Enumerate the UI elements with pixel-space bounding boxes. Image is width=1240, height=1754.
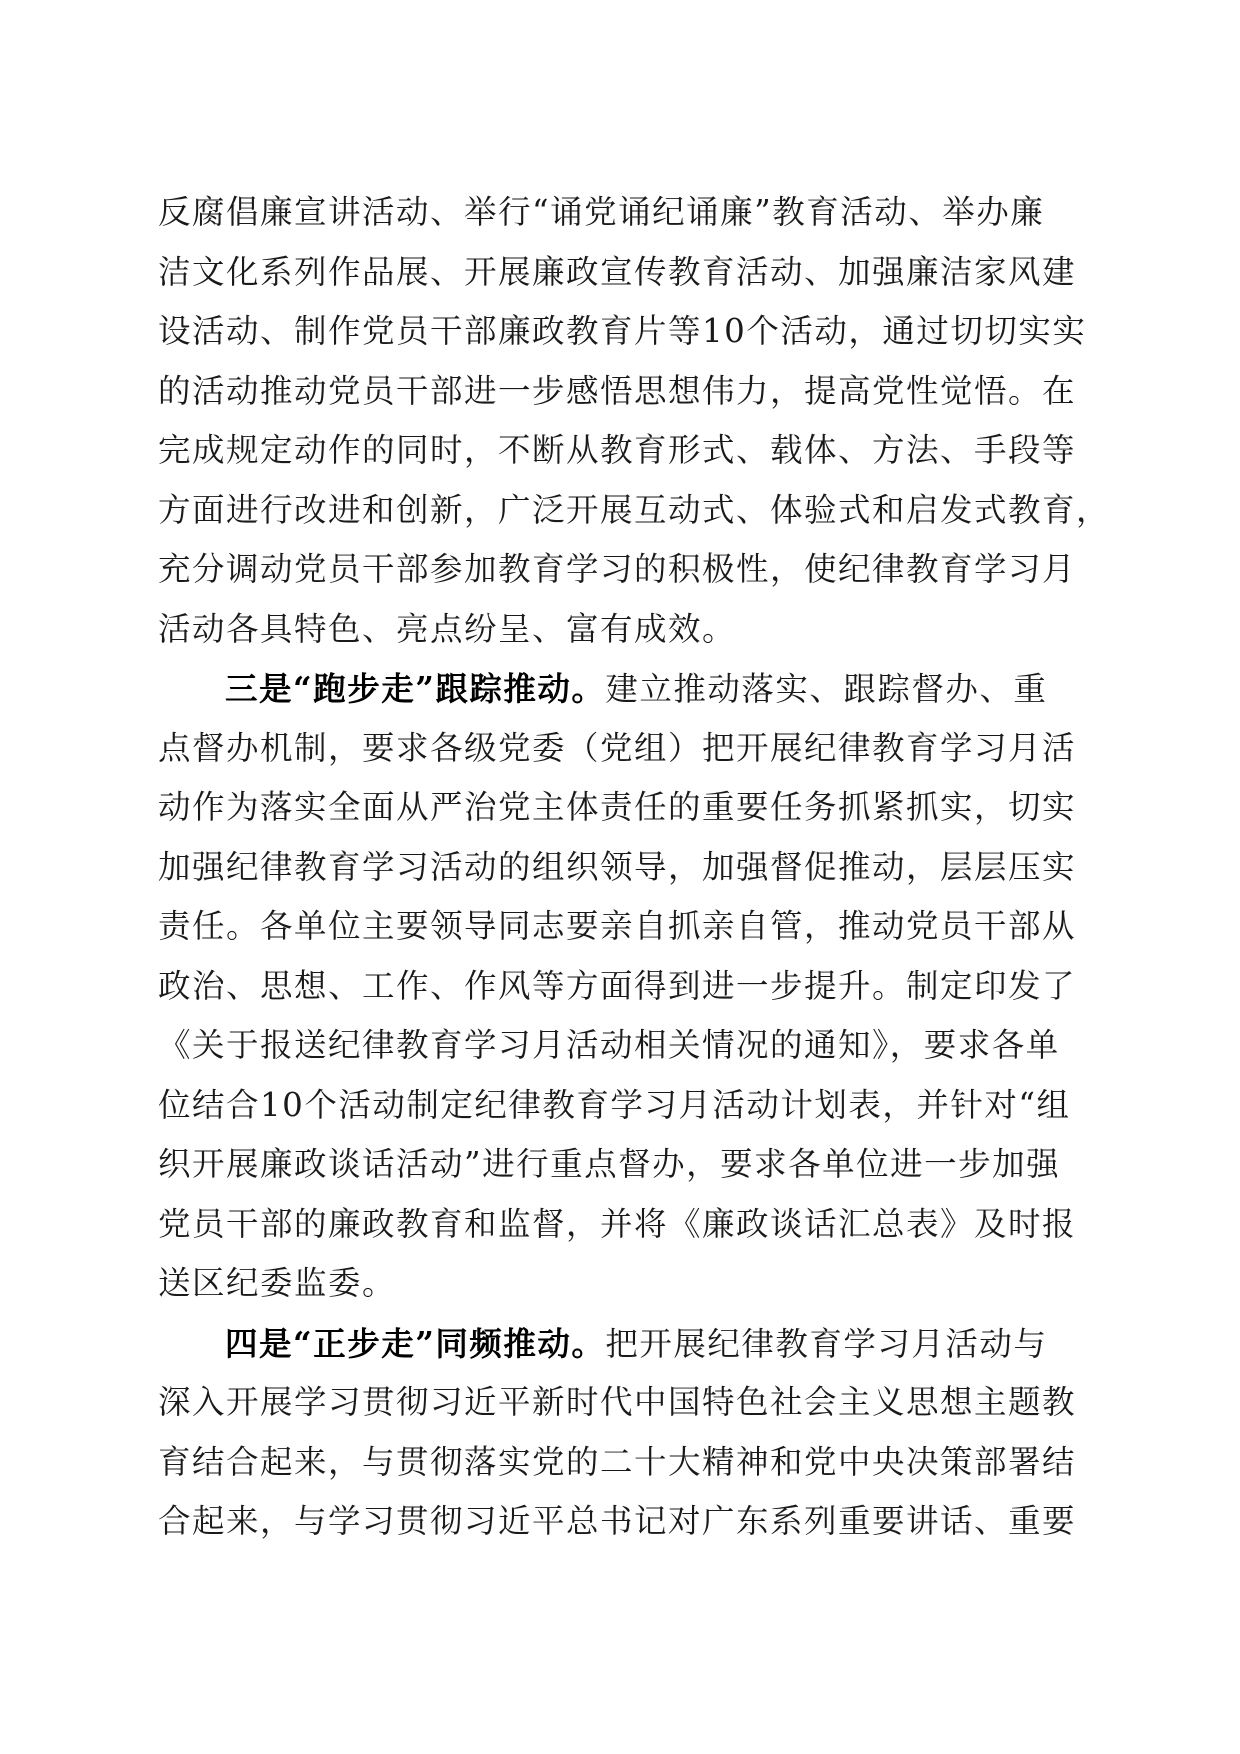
text-line: 育结合起来，与贯彻落实党的二十大精神和党中央决策部署结 — [158, 1442, 1077, 1481]
text-line: 完成规定动作的同时，不断从教育形式、载体、方法、手段等 — [158, 431, 1077, 469]
text-line: 政治、思想、工作、作风等方面得到进一步提升。制定印发了 — [158, 966, 1077, 1005]
text-line: 动作为落实全面从严治党主体责任的重要任务抓紧抓实，切实 — [158, 788, 1077, 826]
text-line: 充分调动党员干部参加教育学习的积极性，使纪律教育学习月 — [158, 550, 1077, 588]
paragraph-first-line — [158, 1314, 1070, 1374]
text-run: 建立推动落实、跟踪督办、重 — [605, 670, 1048, 708]
text-line: 方面进行改进和创新，广泛开展互动式、体验式和启发式教育， — [158, 490, 1111, 529]
text-line: 位结合10个活动制定纪律教育学习月活动计划表，并针对“组 — [158, 1085, 1071, 1124]
text-line: 的活动推动党员干部进一步感悟思想伟力，提高党性觉悟。在 — [158, 371, 1077, 410]
text-line: 加强纪律教育学习活动的组织领导，加强督促推动，层层压实 — [158, 847, 1077, 886]
text-line: 洁文化系列作品展、开展廉政宣传教育活动、加强廉洁家风建 — [158, 252, 1077, 291]
text-line: 送区纪委监委。 — [158, 1264, 397, 1302]
text-line: 活动各具特色、亮点纷呈、富有成效。 — [158, 609, 737, 648]
text-line: 合起来，与学习贯彻习近平总书记对广东系列重要讲话、重要 — [158, 1502, 1077, 1540]
paragraph-3 — [158, 1314, 1077, 1552]
paragraph-heading: 三是“跑步走”跟踪推动。 — [225, 669, 606, 708]
text-line: 点督办机制，要求各级党委（党组）把开展纪律教育学习月活 — [158, 728, 1077, 767]
text-line: 《关于报送纪律教育学习月活动相关情况的通知》，要求各单 — [158, 1026, 1060, 1064]
document-body — [158, 183, 1111, 1552]
text-line: 反腐倡廉宣讲活动、举行“诵党诵纪诵廉”教育活动、举办廉 — [158, 193, 1045, 231]
text-line: 深入开展学习贯彻习近平新时代中国特色社会主义思想主题教 — [158, 1383, 1077, 1421]
text-line: 责任。各单位主要领导同志要亲自抓亲自管，推动党员干部从 — [158, 907, 1077, 945]
paragraph-first-line — [158, 659, 1070, 719]
text-line: 织开展廉政谈话活动”进行重点督办，要求各单位进一步加强 — [158, 1145, 1061, 1183]
paragraph-heading: 四是“正步走”同频推动。 — [225, 1323, 606, 1363]
text-line: 党员干部的廉政教育和监督，并将《廉政谈话汇总表》及时报 — [158, 1204, 1077, 1243]
text-line: 设活动、制作党员干部廉政教育片等10个活动，通过切切实实 — [158, 312, 1087, 350]
paragraph-1 — [158, 183, 1111, 659]
paragraph-2 — [158, 659, 1077, 1314]
text-run: 把开展纪律教育学习月活动与 — [605, 1324, 1048, 1363]
